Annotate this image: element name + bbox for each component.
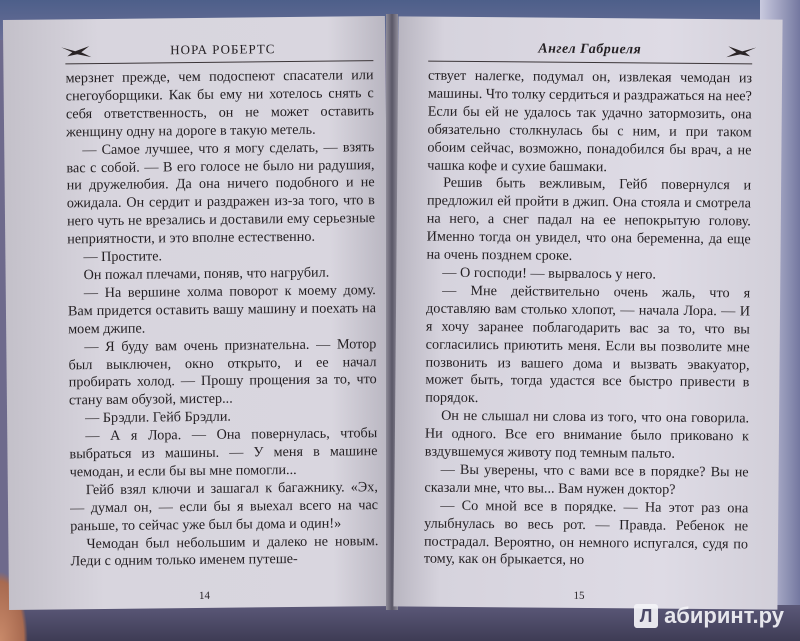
right-page-number: 15 <box>573 589 585 602</box>
left-running-head-title: НОРА РОБЕРТС <box>170 41 276 58</box>
paragraph: — А я Лора. — Она повернулась, чтобы выбраться из машины. — У меня в машине чемодан, и если бы вы мне помогли... <box>69 425 378 481</box>
left-page-number: 14 <box>198 589 211 602</box>
swallow-ornament-icon <box>59 43 93 59</box>
paragraph: — На вершине холма поворот к моему дому. Вам придется оставить вашу машину и поехать на моем джипе. <box>67 282 377 338</box>
left-page-text <box>65 67 378 572</box>
paragraph: — Самое лучшее, что я могу сделать, — взять вас с собой. — В его голосе не было ни радушия, ни дружелюбия. Да она ничего подобного и не ожидала. Он сердит и раздражен из-за того, что в него чуть не врезались и доставили ему серьезные неприятности, и это вполне естественно. <box>66 138 376 248</box>
paragraph: — Вы уверены, что с вами все в порядке? Вы не сказали мне, что вы... Вам нужен доктор? <box>424 461 749 498</box>
paragraph: ствует налегке, подумал он, извлекая чемодан из машины. Что толку сердиться и раздражаться на нее? Если бы ей не удалось так удачно затормозить, она обязательно столкнулась бы с ним, и при таком обоим сейчас, возможно, понадобился бы врач, а не чашка кофе и сухие башмаки. <box>427 67 753 175</box>
paragraph: Он не слышал ни слова из того, что она говорила. Ни одного. Все его внимание было приковано к вздувшемуся животу под темным пальто. <box>424 407 750 462</box>
right-running-head <box>428 41 752 65</box>
left-page <box>3 16 391 610</box>
paragraph: мерзнет прежде, чем подоспеют спасатели или снегоуборщики. Как бы ему ни хотелось снять с себя ответственность, он не может оставить женщину одну на дороге в такую метель. <box>65 67 374 141</box>
paragraph: — Мне действительно очень жаль, что я доставляю вам столько хлопот, — начала Лора. — И я хочу заранее поблагодарить вас за то, что вы согласились приютить меня. Если вы позволите мне позвонить из вашего дома и вызвать эвакуатор, может быть, тогда удастся все быстро привести в порядок. <box>425 282 751 407</box>
paragraph: — Простите. <box>83 248 163 266</box>
left-running-head <box>65 40 373 64</box>
paragraph: — Я буду вам очень признательна. — Мотор был выключен, окно открыто, и ее начал пробирать холод. — Прошу прощения за то, что стану вам обузой, мистер... <box>68 335 377 409</box>
paragraph: Гейб взял ключи и зашагал к багажнику. «Эх, — думал он, — если бы я выехал всего на час раньше, то сейчас уже был бы дома и один!» <box>69 478 379 534</box>
paragraph: — Брэдли. Гейб Брэдли. <box>85 408 232 427</box>
right-page-text <box>424 68 752 572</box>
paragraph: Чемодан был небольшим и далеко не новым. Леди с одним только именем путеше- <box>70 532 379 570</box>
labirint-watermark <box>634 603 784 629</box>
paragraph: Он пожал плечами, поняв, что нагрубил. <box>83 264 330 284</box>
watermark-text: абиринт.ру <box>664 603 784 628</box>
paragraph: Решив быть вежливым, Гейб повернулся и предложил ей пройти в джип. Она стояла и смотрела на него, а снег падал на ее непокрытую голову. Именно тогда он увидел, что она беременна, да еще на очень позднем сроке. <box>426 175 752 264</box>
paragraph: — О господи! — вырвалось у него. <box>442 264 656 283</box>
right-running-head-title: Ангел Габриеля <box>538 41 642 58</box>
right-page <box>393 16 782 609</box>
labirint-logo-icon: Л <box>634 604 658 628</box>
swallow-ornament-icon <box>724 43 758 59</box>
paragraph: — Со мной все в порядке. — На этот раз она улыбнулась во весь рот. — Правда. Ребенок не пострадал. Вероятно, он немного испугался, судя по тому, как он брыкается, но <box>423 497 749 569</box>
